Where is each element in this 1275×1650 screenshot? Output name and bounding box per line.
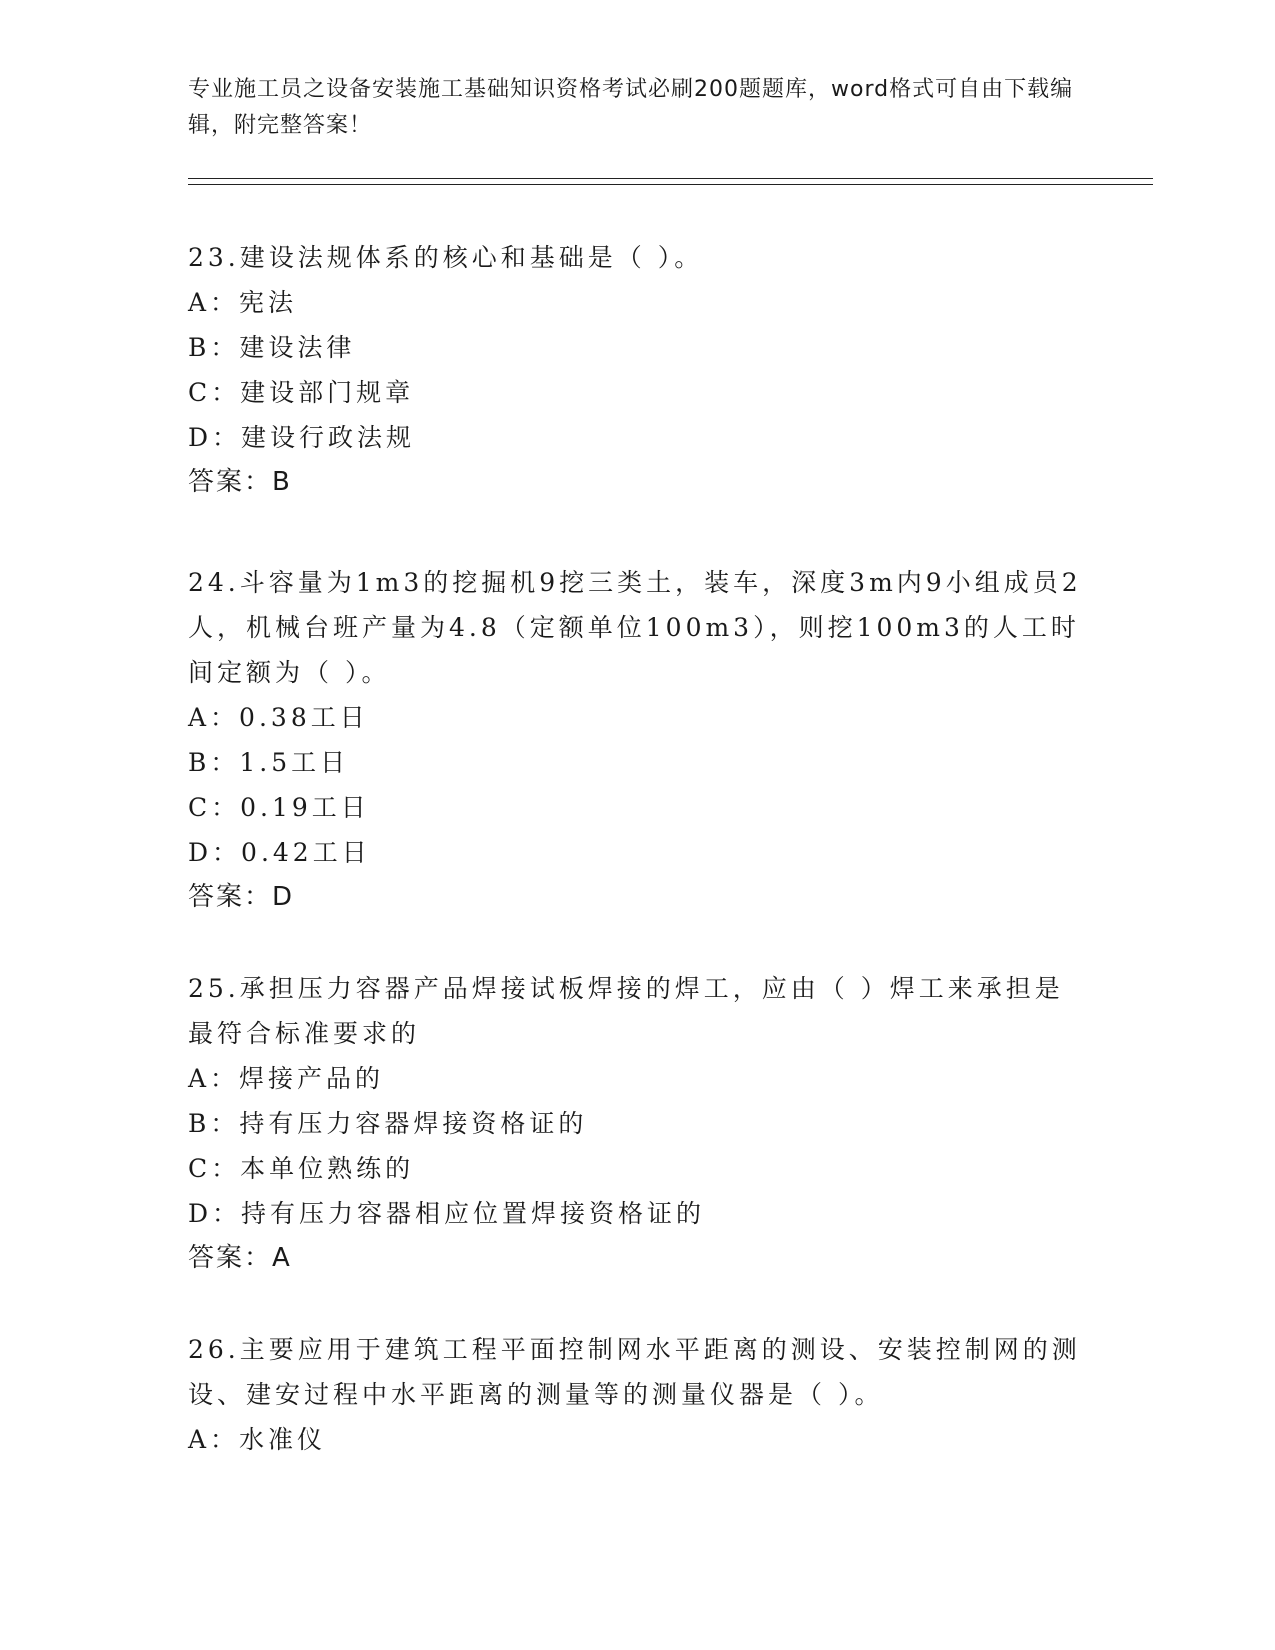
option-d: D：建设行政法规 (188, 423, 416, 452)
question-25 (188, 966, 1088, 1281)
answer: 答案：A (188, 1243, 292, 1273)
option-d: D：0.42工日 (188, 838, 371, 867)
option-c: C：0.19工日 (188, 793, 370, 822)
header-divider-top (188, 178, 1153, 179)
option-a: A：0.38工日 (188, 703, 369, 732)
header-text: 专业施工员之设备安装施工基础知识资格考试必刷200题题库，word格式可自由下载编辑，附完整答案！ (188, 77, 1074, 138)
header-divider-bottom (188, 184, 1153, 185)
option-c: C：建设部门规章 (188, 378, 415, 407)
option-b: B：建设法律 (188, 333, 356, 362)
answer: 答案：D (188, 882, 295, 912)
question-26 (188, 1327, 1088, 1462)
question-23 (188, 235, 1088, 505)
question-24 (188, 560, 1088, 920)
answer: 答案：B (188, 467, 292, 497)
question-stem: 25.承担压力容器产品焊接试板焊接的焊工，应由（ ）焊工来承担是最符合标准要求的 (188, 974, 1064, 1048)
option-b: B：1.5工日 (188, 748, 350, 777)
option-a: A：宪法 (188, 288, 298, 317)
document-header (188, 72, 1088, 144)
question-stem: 23.建设法规体系的核心和基础是（ ）。 (188, 243, 704, 272)
question-stem: 26.主要应用于建筑工程平面控制网水平距离的测设、安装控制网的测设、建安过程中水平距离的测量等的测量仪器是（ ）。 (188, 1335, 1081, 1409)
option-c: C：本单位熟练的 (188, 1154, 415, 1183)
option-a: A：焊接产品的 (188, 1064, 385, 1093)
option-b: B：持有压力容器焊接资格证的 (188, 1109, 588, 1138)
option-a: A：水准仪 (188, 1425, 327, 1454)
question-stem: 24.斗容量为1m3的挖掘机9挖三类土，装车，深度3m内9小组成员2人，机械台班产量为4.8（定额单位100m3），则挖100m3的人工时间定额为（ ）。 (188, 568, 1082, 687)
option-d: D：持有压力容器相应位置焊接资格证的 (188, 1199, 706, 1228)
